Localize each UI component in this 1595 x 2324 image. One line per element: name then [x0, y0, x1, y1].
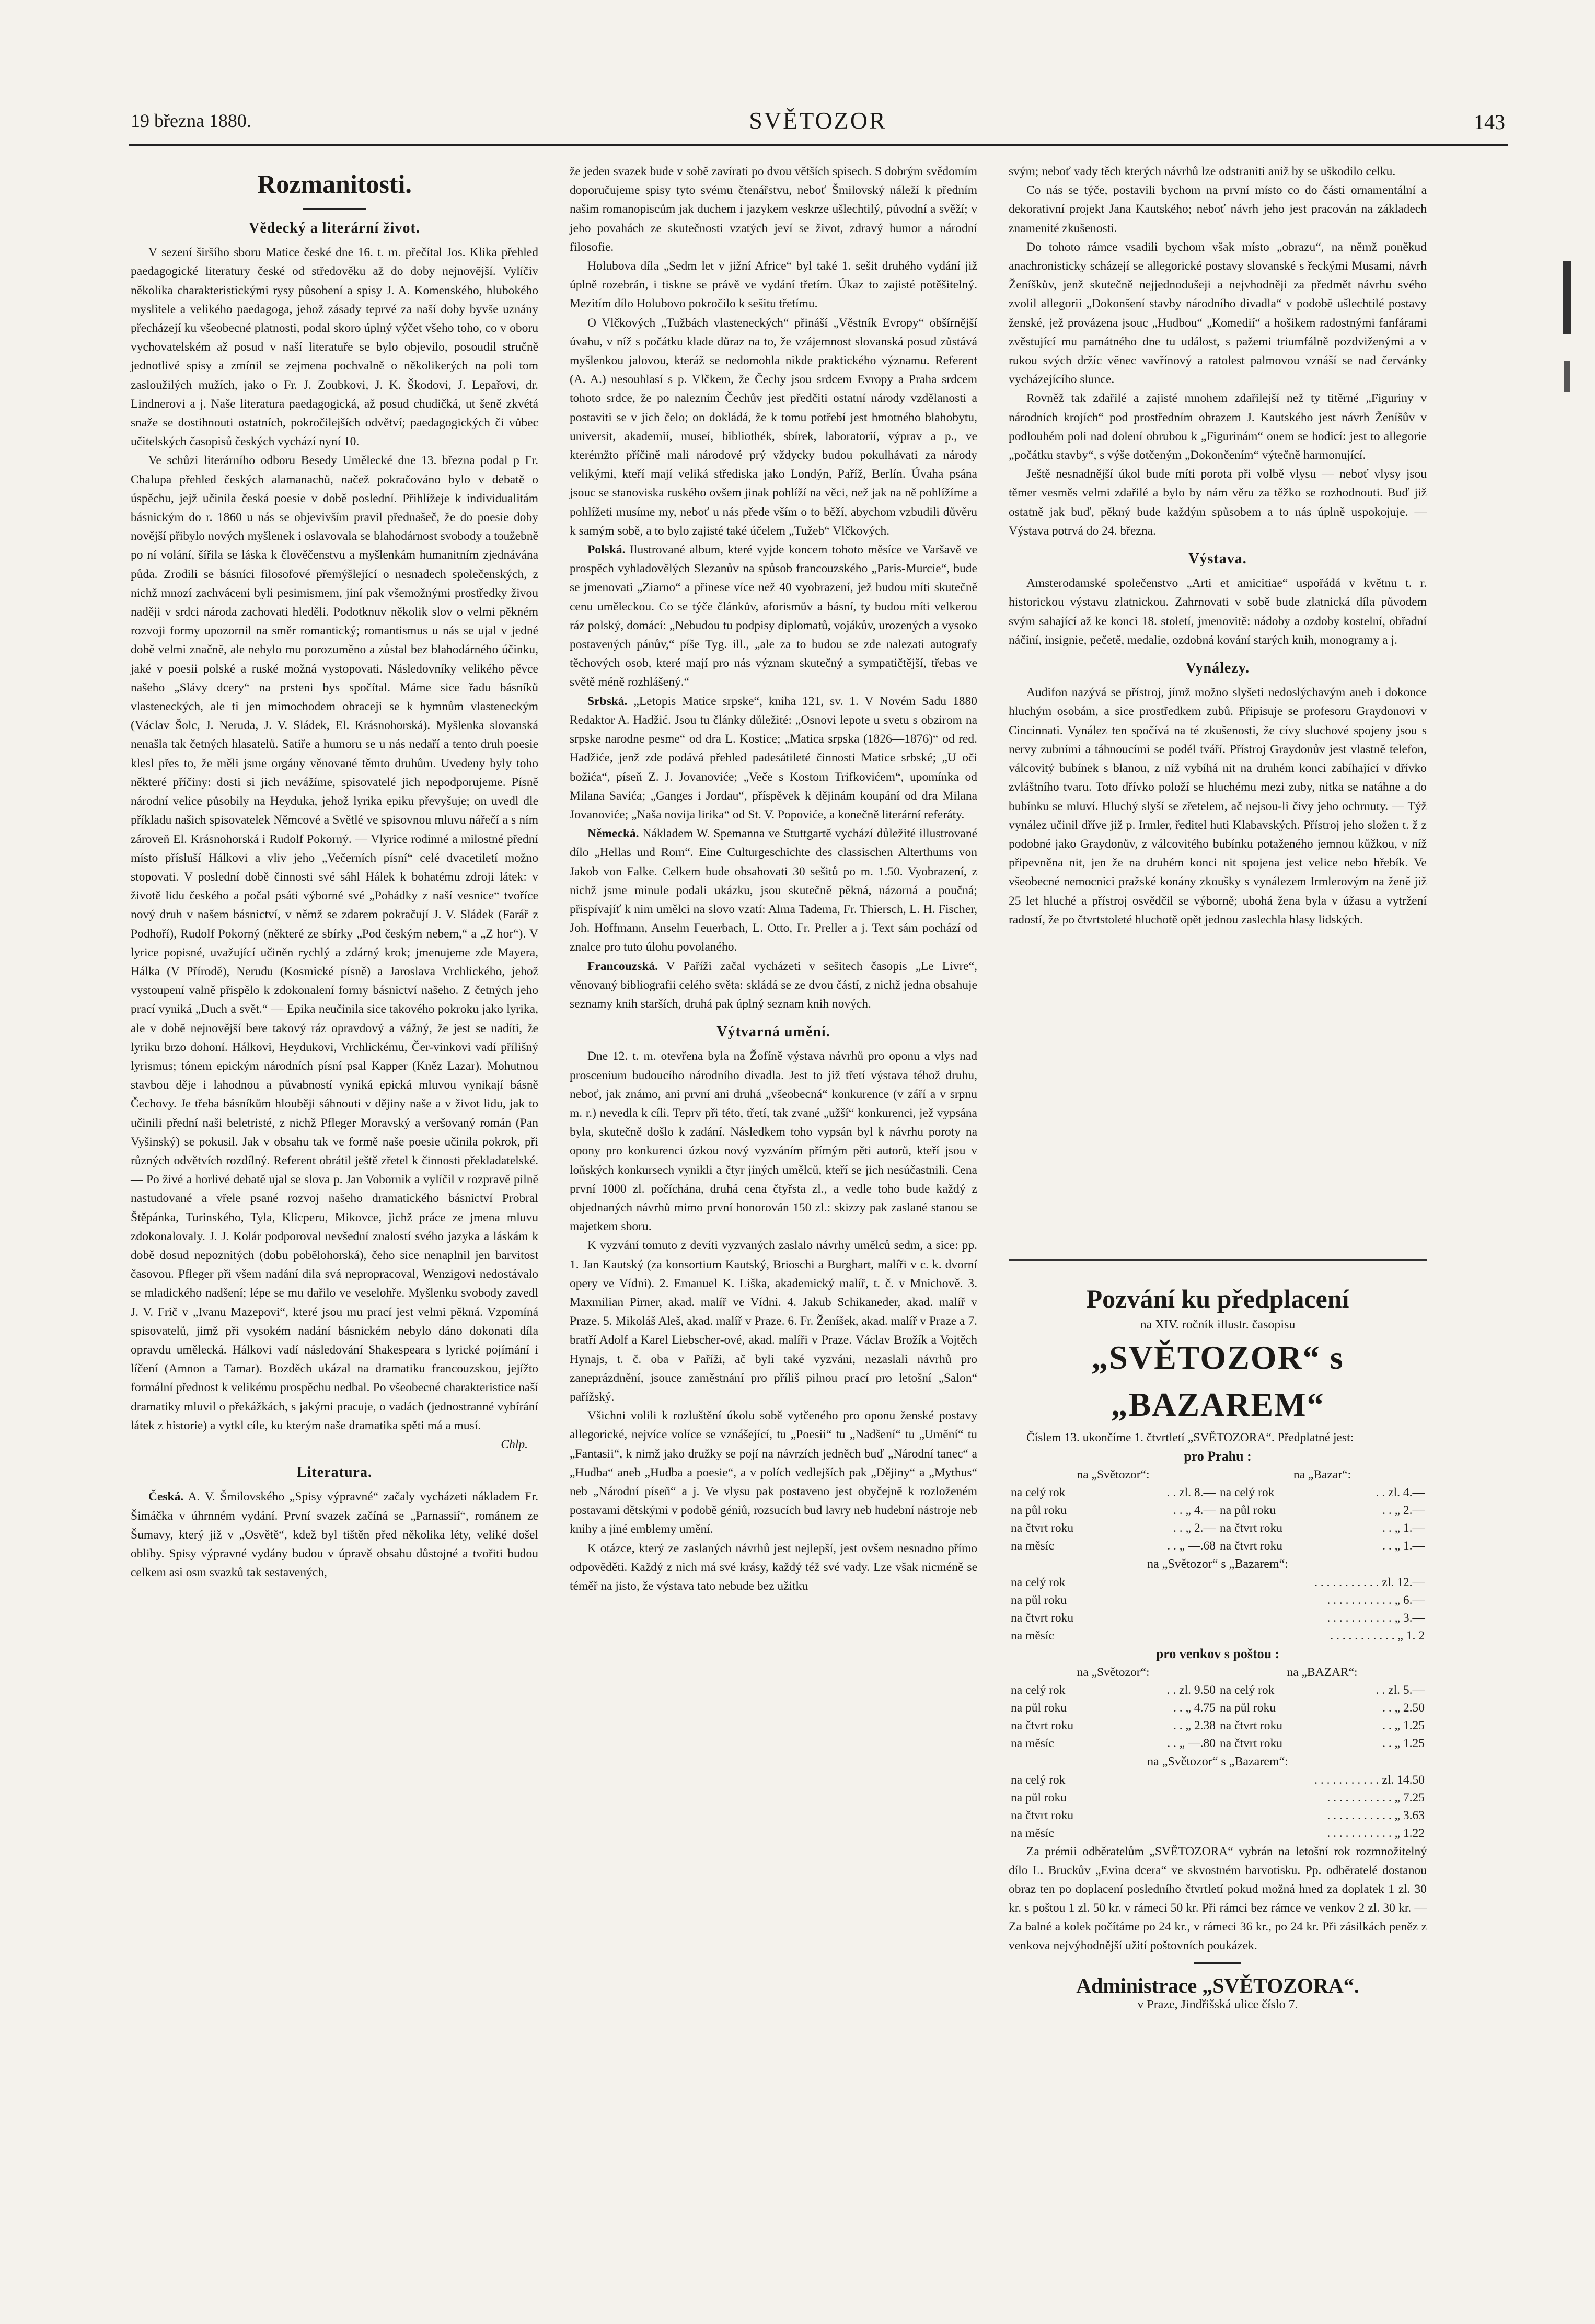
paragraph: K vyzvání tomuto z devíti vyzvaných zaslalo návrhy umělců sedm, a sice: pp. 1. Jan Kautský (za konsortium Kautský, Brioschi a Burghart, malíři v c. k. dvorní opery ve Vídni). 2. Emanuel K. Liška, akademický malíř, t. č. v Mnichově. 3. Maxmilian Pirner, akad. malíř ve Vídni. 4. Jakub Schikaneder, akad. malíř v Praze. 5. Mikoláš Aleš, akad. malíř v Praze. 6. Fr. Ženíšek, akad. malíř v Praze a 7. bratří Adolf a Karel Liebscher-ové, akad. malíři v Praze. Václav Brožík a Vojtěch Hynajs, t. č. oba v Paříži, ač byli také vyzváni, nezaslali návrhů pro zaneprázdnění, jsouce zaměstnání pro příliš pilnou prací pro letošní „Salon“ pařížský.: [570, 1239, 977, 1404]
country-label: Německá.: [587, 827, 639, 841]
table-cell: . . zl. 8.—: [1166, 1486, 1216, 1499]
price-heading-combined-venkov: na „Světozor“ s „Bazarem“:: [1147, 1755, 1288, 1768]
table-row: [1009, 1574, 1427, 1591]
table-cell: . . „ 4.—: [1173, 1504, 1216, 1517]
column-2: [570, 162, 977, 1595]
table-cell: na čtvrt roku: [1011, 1809, 1074, 1822]
subsection-literatura: Literatura.: [297, 1464, 372, 1481]
page-header: [131, 107, 1505, 146]
table-row: [1009, 1537, 1427, 1555]
table-header: na „Bazar“:: [1293, 1468, 1351, 1482]
table-cell: . . . . . . . . . . . „ 3.63: [1327, 1809, 1425, 1822]
table-cell: na čtvrt roku: [1011, 1719, 1074, 1732]
paragraph: V sezení širšího sboru Matice české dne 16. t. m. přečítal Jos. Klika přehled paedagogické literatury české od středověku až do doby nejnovější. Vylíčiv několika charakteristickými rysy působení a spisy J. A. Komenského, hlubokého myslitele a velikého paedagoga, jehož zásady teprvé za naší doby byvše uznány přecházejí ku všeobecné platnosti, podal skoro úplný výčet všeho toho, co v oboru vychovatelském až posud v naší literatuře se bylo objevilo, posoudil stručně jednotlivé spisy a zmínil se zejmena pochvalně o několikerých na poli tom zasloužilých mužích, jako o Fr. J. Zoubkovi, J. K. Škodovi, J. Lepařovi, dr. Lindnerovi a j. Naše literatura paedagogická, až posud chudičká, ut šeně zkvétá snaže se dostihnouti ostatních, pokročilejších odvětví; paedagogických či vůbec učitelských časopisů českých vychází nyní 10.: [131, 246, 538, 449]
table-row: [1009, 1501, 1427, 1519]
table-cell: . . „ 1.—: [1382, 1521, 1425, 1535]
country-label: Polská.: [587, 543, 626, 557]
table-cell: na celý rok: [1219, 1486, 1275, 1499]
advert-rule: [1194, 1962, 1241, 1964]
price-table-combined-venkov: [1009, 1771, 1427, 1842]
paragraph: Dne 12. t. m. otevřena byla na Žofíně výstava návrhů pro oponu a vlys nad proscenium budoucího národního divadla. Jest to již třetí výstava téhož druhu, neboť, jak známo, ani první ani druhá „všeobecná“ konkurence (v září a v srpnu m. r.) nevedla k cíli. Teprv při této, třetí, tak zvané „užší“ konkurenci, jež vypsána byla, skutečně došlo k zadání. Následkem toho vypsán byl k návrhu poroty na opony pro konkurenci úzkou nový vyzváním přímým pěti autorů, kteří jsou v loňských konkursech vynikli a čtyr jiných umělců, kteří se jich nesúčastnili. Cena první 1000 zl. počíchána, druhá cena čtyřsta zl., a vedle toho bude každý z objednaných návrhů mimo první honorován 150 zl.: skizzy pak zaslané stanou se majetkem sboru.: [570, 1049, 977, 1234]
table-row: [1009, 1591, 1427, 1609]
paragraph-text: A. V. Šmilovského „Spisy výpravné“ začaly vycházeti nákladem Fr. Šimáčka v úhrnném vydání. První svazek začíná se „Parnassií“, románem ze Šumavy, který již v „Osvětě“, kdež byl tištěn před několika léty, veliké došel obliby. Spisy výpravné vydány budou v úpravě obsahu důstojné a tvořiti budou celkem asi osm svazků tak sestavených,: [131, 1490, 538, 1580]
paragraph: O Vlčkových „Tužbách vlasteneckých“ přináší „Věstník Evropy“ obšírnější úvahu, v níž s počátku klade důraz na to, že vzájemnost slovanská posud zůstává myšlenkou jalovou, kteráž se nedomohla nikde praktického významu. Referent (A. A.) nesouhlasí s p. Vlčkem, že Čechy jsou srdcem Evropy a Praha srdcem tohoto srdce, že po nalezním Čechův jest předčiti ostatní národy vzdělanosti a postaviti se v jich čelo; on dokládá, že k tomu potřebí jest hmotného blahobytu, universit, akademií, museí, bibliothék, sbírek, laboratorií, výprav a p., ve kterémžto příčině mali národové prý vždycky budou pokulhávati za národy velikými, kteří mají veliká střediska jako Londýn, Paříž, Berlín. Úvaha psána jsouc se stanoviska ruského ovšem jinak pohlíží na věci, než jak na ně pohlížíme a pohlížeti musíme my, neboť u nás přede vším o to běží, abychom vzbudili důvěru k samým sobě, a to bylo zajisté také účelem „Tužeb“ Vlčkových.: [570, 316, 977, 538]
paragraph: Rovněž tak zdařilé a zajisté mnohem zdařilejší než ty titěrné „Figuriny v národních krojích“ pod prostředním obrazem J. Kautského jest návrh Ženíšův v podlouhém poli nad dolení obrubou k „Figurinám“ onem se hodicí: jest to allegorie „počátku stavby“, s výše dotčeným „Dokončením“ výtečně harmonující.: [1009, 391, 1427, 463]
table-cell: na celý rok: [1011, 1773, 1066, 1787]
table-cell: . . . . . . . . . . . „ 7.25: [1327, 1791, 1425, 1805]
table-cell: . . „ 1.—: [1382, 1539, 1425, 1553]
advert-intro: [1009, 1428, 1427, 1447]
table-cell: . . „ —.68: [1167, 1539, 1216, 1553]
table-cell: . . „ 1.25: [1382, 1737, 1425, 1750]
table-header: na „BAZAR“:: [1287, 1666, 1358, 1679]
header-rule: [129, 144, 1508, 146]
table-cell: . . „ 2.—: [1173, 1521, 1216, 1535]
masthead-title: SVĚTOZOR: [749, 107, 887, 134]
table-cell: na čtvrt roku: [1219, 1737, 1283, 1750]
column-3: [1009, 162, 1427, 929]
table-cell: na celý rok: [1011, 1486, 1066, 1499]
subscription-advert: [1009, 1259, 1427, 2012]
price-heading-combined: na „Světozor“ s „Bazarem“:: [1147, 1557, 1288, 1571]
column-1: [131, 162, 538, 1582]
paragraph-text: „Letopis Matice srpske“, kniha 121, sv. 1. V Novém Sadu 1880 Redaktor A. Hadžić. Jsou tu články důležité: „Osnovi lepote u svetu s obzirom na srpske narodne pesme“ od dra L. Kostice; „Matica srpska (1826—1876)“ od red. Hadžiće, jenž zde podává přehled padesátileté činnosti Matice srbské; „U oči božića“, píseň Z. J. Jovanoviće; „Veče s Kostom Trifkovićem“, upomínka od Milana Savića; „Ganges i Jordau“, příspěvek k dějinám koupání od dra Milana Jovanoviće; „Naša novija lirika“ od St. V. Popoviće, a konečně literární referáty.: [570, 694, 978, 822]
price-heading-venkov: pro venkov s poštou :: [1155, 1646, 1280, 1661]
table-cell: na půl roku: [1011, 1791, 1067, 1805]
section-heading-rozmanitosti: Rozmanitosti.: [257, 169, 412, 199]
table-cell: na půl roku: [1219, 1701, 1276, 1715]
paragraph-text: Ilustrované album, které vyjde koncem tohoto měsíce ve Varšavě ve prospěch vyhladovělých Slezanův na spůsob francouzského „Paris-Murcie“, bude se jmenovati „Ziarno“ a přinese více než 40 vyobrazení, jež budou míti skutečně cenu uměleckou. Co se týče článkův, aforismův a básní, ty budou míti velkerou ráz polský, domácí: „Nebudou tu podpisy diplomatů, vojákův, urozených a vysoko postavených pánův,“ píše Tyg. ill., „ale za to budou se zde nalezati autografy těchových osob, které mají pro nás význam skutečný a sympatičtější, třebas ve světě méně rozhlášený.“: [570, 543, 978, 689]
price-heading-praha: pro Prahu :: [1184, 1449, 1252, 1464]
subsection-vedecky-zivot: Vědecký a literární život.: [249, 220, 420, 236]
table-row: [1009, 1609, 1427, 1627]
subsection-vynalezy: Vynálezy.: [1185, 660, 1250, 677]
table-header: na „Světozor“:: [1077, 1468, 1150, 1482]
table-cell: . . „ 2.50: [1382, 1701, 1425, 1715]
table-cell: . . zl. 4.—: [1376, 1486, 1425, 1499]
paragraph: [570, 957, 977, 1014]
page-number: 143: [1474, 110, 1505, 134]
advert-masthead: „SVĚTOZOR“ s „BAZAREM“: [1091, 1339, 1344, 1423]
paragraph: Audifon nazývá se přístroj, jímž možno slyšeti nedoslýchavým aneb i dokonce hluchým osobám, a sice prostředkem zubů. Připisuje se profesoru Graydonovi v Cincinnati. Vynález ten spočívá na té zkušenosti, že cívy sluchové spojeny jsou s nervy zubními a táhnoucími se podél tváří. Přístroj Graydonův jest vlastně telefon, válcovitý bubínek s blanou, z níž vybíhá nit na druhém konci zabíhající v dřívko zvláštního tvaru. Toto dřívko položí se hluchému mezi zuby, nitka se natáhne a do bubínku se mluví. Hluchý slyší se zřetelem, ač nejsou-li čivy jeho ochrnuty. — Týž vynález učinil dříve již p. Irmler, ředitel huti Klabavských. Přístroj jeho složen t. ž z podobné jako Graydonův, z válcovitého bubínku potaženého jemnou kůžkou, v níž připevněna nit, jen že na druhém konci nit spojena jest velice nebo hřebík. Ve všeobecné nemocnici pražské konány zkoušky s vynálezem Irmlerovým na ženě již 25 let hluché a přístroj osvědčil se výborně; ubohá žena byla v úžasu a vytržení radostí, že po čtvrtstoleté hluchotě opět jednou zaslechla hlasy lidských.: [1009, 686, 1427, 927]
paragraph: že jeden svazek bude v sobě zavírati po dvou větších spisech. S dobrým svědomím doporučujeme spisy tyto svému čtenářstvu, neboť Šmilovský náleží k předním našim romanopiscům jak duchem i jazykem veskrze ušlechtilý, původní a svěží; v jeho povahách ze skutečnosti vzatých jeví se život, zdravý humor a národní filosofie.: [570, 165, 977, 254]
price-table-combined: [1009, 1574, 1427, 1645]
table-header: na „Světozor“:: [1077, 1666, 1150, 1679]
subsection-vystava: Výstava.: [1188, 551, 1247, 568]
table-row: [1009, 1699, 1427, 1717]
paragraph: Ještě nesnadnější úkol bude míti porota při volbě vlysu — neboť vlysy jsou těmer vesměs velmi zdařilé a bylo by nám věru za těžko se rozhodnouti. Buď již ostatně jak buď, pěkný bude každým spůsobem a to nás úplně uspokojuje. — Výstava potrvá do 24. března.: [1009, 467, 1427, 538]
table-cell: na celý rok: [1219, 1683, 1275, 1697]
table-row: [1009, 1519, 1427, 1537]
table-cell: . . . . . . . . . . . „ 1.22: [1327, 1826, 1425, 1840]
table-cell: na měsíc: [1011, 1737, 1054, 1750]
table-cell: na čtvrt roku: [1011, 1521, 1074, 1535]
premium-notice: [1009, 1842, 1427, 1955]
paragraph: Všichni volili k rozluštění úkolu sobě vytčeného pro oponu ženské postavy allegorické, nejvíce volíce se vznášející, tu „Poesii“ tu „Nadšení“ tu „Umění“ tu „Fantasii“, k nimž jako družky se pojí na návrzích jedněch buď „Národní tanec“ a „Hudba“ aneb „Hudba a poesie“, a v polích vedlejších pak „Dějiny“ a „Mythus“ neb „Národní píseň“ a j. Ve vlysu pak postaveno jest obyčejně k rozloženém postavami dětskými v podobě géniů, rozsucích bud lavry neb hudební nástroje neb knihy a jiné emblemy umění.: [570, 1409, 977, 1536]
author-signature: Chlp.: [501, 1438, 528, 1451]
table-cell: . . . . . . . . . . . „ 1. 2: [1330, 1629, 1425, 1643]
paragraph: Amsterodamské společenstvo „Arti et amicitiae“ uspořádá v květnu t. r. historickou výstavu zlatnickou. Zahrnovati v sobě bude zlatnická díla původem svým sahající až ke konci 18. století, jmenovitě: nádoby a ozdoby kostelní, obřadní náčiní, insignie, pečetě, medalie, ozdobná kování starých knih, monogramy a j.: [1009, 576, 1427, 647]
paragraph: [131, 1487, 538, 1582]
paragraph: [570, 824, 977, 956]
paragraph: Za prémii odběratelům „SVĚTOZORA“ vybrán na letošní rok rozmnožitelný dílo L. Bruckův „Evina dcera“ ve skvostném barvotisku. Pp. odběratelé dostanou obraz ten po doplacení posledního čtvrtletí pokud možná hned za doplatek 1 zl. 30 kr. s poštou 1 zl. 50 kr. v rámeci 50 kr. Při rámci bez rámce ve venkov 2 zl. 30 kr. — Za balné a kolek počítáme po 24 kr., v rámeci 36 kr., po 24 kr. Při zásilkách peněz z venkova nejvýhodnější užití poštovních poukázek.: [1009, 1845, 1427, 1952]
paragraph: Holubova díla „Sedm let v jižní Africe“ byl také 1. sešit druhého vydání již úplně rozebrán, i tiskne se právě ve vydání třetím. Úkaz to zajisté potěšitelný. Mezitím dílo Holubovo pokročilo k sešitu třetímu.: [570, 259, 977, 311]
table-row: [1009, 1771, 1427, 1789]
table-row: [1009, 1789, 1427, 1807]
margin-mark: [1563, 261, 1571, 334]
table-cell: na celý rok: [1011, 1683, 1066, 1697]
table-row: [1009, 1484, 1427, 1501]
table-cell: . . . . . . . . . . . „ 6.—: [1327, 1593, 1425, 1607]
administration-address: v Praze, Jindřišská ulice číslo 7.: [1137, 1998, 1298, 2011]
table-cell: . . „ 1.25: [1382, 1719, 1425, 1732]
heading-rule: [303, 208, 366, 210]
table-row: [1009, 1627, 1427, 1645]
price-table-praha: [1009, 1466, 1427, 1555]
advert-title: Pozvání ku předplacení: [1086, 1284, 1349, 1313]
table-cell: . . „ 4.75: [1173, 1701, 1216, 1715]
administration-name: Administrace „SVĚTOZORA“.: [1076, 1974, 1359, 1997]
country-label: Francouzská.: [587, 959, 658, 973]
table-cell: na měsíc: [1011, 1826, 1054, 1840]
country-label: Srbská.: [587, 694, 628, 708]
table-cell: na půl roku: [1011, 1593, 1067, 1607]
table-cell: na čtvrt roku: [1219, 1521, 1283, 1535]
paragraph-text: Nákladem W. Spemanna ve Stuttgartě vychází důležité illustrované dílo „Hellas und Rom“. Eine Culturgeschichte des classischen Alterthums von Jakob von Falke. Celkem bude obsahovati 30 sešitů po m. 1.50. Vyobrazení, z nichž jsme minule podali ukázku, jsou skutečně pěkná, názorná a poučná; přispívajíť k nim umělci na slovo vzatí: Alma Tadema, Fr. Thiersch, L. H. Fischer, Joh. Hoffmann, Anselm Feuerbach, L. Otto, Fr. Preller a j. Text sám pochází od znalce pro tuto úlohu povolaného.: [570, 827, 978, 954]
table-cell: . . . . . . . . . . . „ 3.—: [1327, 1611, 1425, 1625]
issue-date: 19 března 1880.: [131, 110, 251, 131]
paragraph: Číslem 13. ukončíme 1. čtvrtletí „SVĚTOZORA“. Předplatné jest:: [1026, 1431, 1354, 1444]
paragraph-text: V Paříži začal vycházeti v sešitech časopis „Le Livre“, věnovaný bibliografii celého světa: skládá se ze dvou částí, z nichž jedna obsahuje seznamy knih starších, druhá pak úplný seznam knih nových.: [570, 959, 978, 1011]
table-cell: na měsíc: [1011, 1629, 1054, 1643]
table-cell: na celý rok: [1011, 1576, 1066, 1589]
table-cell: na měsíc: [1011, 1539, 1054, 1553]
table-row: [1009, 1681, 1427, 1699]
margin-mark: [1564, 361, 1570, 392]
paragraph: Co nás se týče, postavili bychom na první místo co do části ornamentální a dekorativní projekt Jana Kautského; neboť návrh jeho jest pracován na základech znamenité zkušenosti.: [1009, 183, 1427, 235]
table-cell: . . . . . . . . . . . zl. 14.50: [1314, 1773, 1425, 1787]
table-cell: na půl roku: [1011, 1701, 1067, 1715]
table-cell: . . „ 2.—: [1382, 1504, 1425, 1517]
table-cell: na čtvrt roku: [1219, 1539, 1283, 1553]
table-cell: na půl roku: [1219, 1504, 1276, 1517]
table-header-row: [1009, 1663, 1427, 1681]
table-cell: . . . . . . . . . . . zl. 12.—: [1314, 1576, 1425, 1589]
table-cell: . . „ 2.38: [1173, 1719, 1216, 1732]
advert-subtitle: na XIV. ročník illustr. časopisu: [1140, 1318, 1296, 1332]
table-cell: na čtvrt roku: [1219, 1719, 1283, 1732]
table-cell: . . „ —.80: [1167, 1737, 1216, 1750]
table-cell: na půl roku: [1011, 1504, 1067, 1517]
price-table-venkov: [1009, 1663, 1427, 1752]
table-row: [1009, 1807, 1427, 1824]
subsection-vytvarna-umeni: Výtvarná umění.: [716, 1024, 830, 1040]
paragraph: [570, 540, 977, 692]
table-row: [1009, 1824, 1427, 1842]
table-cell: na čtvrt roku: [1011, 1611, 1074, 1625]
table-cell: . . zl. 9.50: [1166, 1683, 1216, 1697]
paragraph: Do tohoto rámce vsadili bychom však místo „obrazu“, na němž poněkud anachronisticky scházejí se allegorické postavy slovanské s řeckými Musami, návrh Ženíškův, jenž skutečně nejjednodušeji a nejvhodněji za předmět návrhu svého zvolil allegorii „Dokonšení stavby národního divadla“ v podobě ušlechtilé postavy ženské, jež provázena jsouc „Hudbou“ „Komedií“ a hošikem radostnými fanfárami zvěstující mu památného dne tu událost, s pažemi triumfálně pozdviženými a v rukou svých držíc věnec vavřínový a ratolest palmovou vznáší se nad červánky vycházejícího slunce.: [1009, 240, 1427, 387]
table-header-row: [1009, 1466, 1427, 1484]
country-label: Česká.: [148, 1490, 184, 1504]
table-cell: . . zl. 5.—: [1376, 1683, 1425, 1697]
paragraph: Ve schůzi literárního odboru Besedy Umělecké dne 13. března podal p Fr. Chalupa přehled českých alamanachů, načež pokračováno bylo v debatě o úspěchu, jejž učinila česká poesie v době poslední. Přihlížeje k individualitám básnickým do r. 1860 u nás se objevivším pravil přednašeč, že do poesie doby novější přibylo nových myšlenek i oslavovala se blahodárnost svobody a toužebně po ní volání, šířila se láska k člověčenstvu a myšlenkám humanitním zjednávána půda. Zrodili se básníci filosofové přemýšlející o nesnadech společenských, z nichž mnozí zachváceni byli pesimismem, jiní pak všemožnými prostředky živou naději v srdci národa zachovati hleděli. Podotknuv několik slov o velmi pěkném rozvoji formy upozornil na směr romantický; romantismus u nás se ujal v jedné době velmi značně, ale nebylo mu porozuměno a zůstal bez blahodárného účinku, jaké v poesii polské a ruské možná vystopovati. Následovníky velikého pěvce našeho „Slávy dcery“ na prsteni bys spočítal. Máme sice řadu básníků vlasteneckých, ale ti jen mimochodem obraceji se k hymnům vlasteneckým (Václav Šolc, J. Neruda, J. V. Sládek, El. Krásnohorská). Myšlenka slovanská nenašla tak četných hlasatelů. Satiře a humoru se u nás nedaří a tento druh poesie klesl přes to, že měli jsme orgány věnované těmto druhům. Uvedeny byly toho některé příčiny: dosti si jich nevážíme, spisovatelé jich nepodporujeme. Písně národní velice působily na Heyduka, jehož lyrika epiku převyšuje; on uvedl dle příkladu našich spisovatelek Němcové a Světlé ve spisovnou mluvu nářečí a s ním zároveň El. Krásnohorská i Rudolf Pokorný. — Vlyrice rodinné a milostné přední místo přísluší Hálkovi a vliv jeho „Večerních písní“ celé dvacetiletí možno stopovati. V poslední době činnosti své sáhl Hálek k bohatému zdroji látek: v životě lidu českého a počal psáti výborné své „Pohádky z naší vesnice“ tvoříce nový druh v našem básnictví, v němž se zdarem pokračují J. V. Sládek (Farář z Podhoří), Rudolf Pokorný (některé ze sbírky „Pod českým nebem,“ a „Z hor“). V lyrice popisné, uvažující učiněn rychlý a zdárný krok; jmenujeme zde Mayera, Hálka (V Přírodě), Nerudu (Kosmické písně) a Jaroslava Vrchlického, jehož vystoupení valně přispělo k zdokonalení formy básnictví našeho. Z četných jeho prací vyniká „Duch a svět.“ — Epika neučinila sice takového pokroku jako lyrika, ale v době nejnovější bere takový ráz opravdový a vážný, že jest se nadíti, že lyriku brzo dohoní. Hálkovi, Heydukovi, Vrchlickému, Čer-vinkovi vadí přílišný lyrismus; tónem epickým národních písní psal Kapper (Kněz Lazar). Mohutnou stavbou děje i lahodnou a půvabností vyniká epická mluvou vynikají básně Čechovy. Je třeba básníkům hlouběji sáhnouti v dějiny naše a v život lidu, jak to učinili přední naši beletristé, z nichž Pfleger Moravský a veršovaný román (Pan Vyšinský) se pokusil. Jak v obsahu tak ve formě naše poesie učinila pokrok, při různých odvětvích rozdílný. Referent obrátil ještě zřetel k činnosti překladatelské. — Po živé a horlivé debatě ujal se slova p. Jan Vobornik a vylíčil v rozpravě pilně nastudované a vřele psané rozvoj našeho dramatického básnictví Probral Štěpánka, Turinského, Tyla, Klicperu, Mikovce, jichž práce ze jmena mluvu zdokonalovaly. J. J. Kolár podporoval nevšední znalostí svého jazyka a láskám k době dosud nepoznitých (dobu pobělohorská), čeho sice nenaplnil jen barvitost časovou. Pfleger při všem nadání dila svá nepropracoval, Wenzigovi nedostávalo se mladického nadšení; lépe se mu dařilo ve veselohře. Myšlenku svobody zavedl J. V. Frič v „Ivanu Mazepovi“, které jsou mu prací jest velmi pěkná. Vzpomíná spisovatelů, jimž při vysokém nadání básnickém nebylo dáno dokonati díla opravdu umělecká. Hálkovi vadí následování Shakespeara s lyrické pojímání i líčení (Amnon a Tamar). Bozděch ukázal na dramatiku francouzskou, jejížto formální přednost k velikému prospěchu nedbal. Po všeobecné charakteristice naší dramatiky mluvil o překážkách, s jakými pracuje, o vadách (jednostranné vybírání látek z historie) a vytkl cíle, ku kterým naše dramatika spěti má a musí.: [131, 454, 538, 1432]
table-row: [1009, 1735, 1427, 1752]
table-row: [1009, 1717, 1427, 1735]
paragraph: K otázce, který ze zaslaných návrhů jest nejlepší, jest ovšem nesnadno přímo odpověděti. Každý z nich má své krásy, každý též své vady. Lze však nicméně se téměř na jisto, že výstava tato nebude bez užitku: [570, 1541, 977, 1593]
paragraph: [570, 692, 977, 824]
paragraph: svým; neboť vady těch kterých návrhů lze odstraniti aniž by se uškodilo celku.: [1009, 165, 1396, 178]
